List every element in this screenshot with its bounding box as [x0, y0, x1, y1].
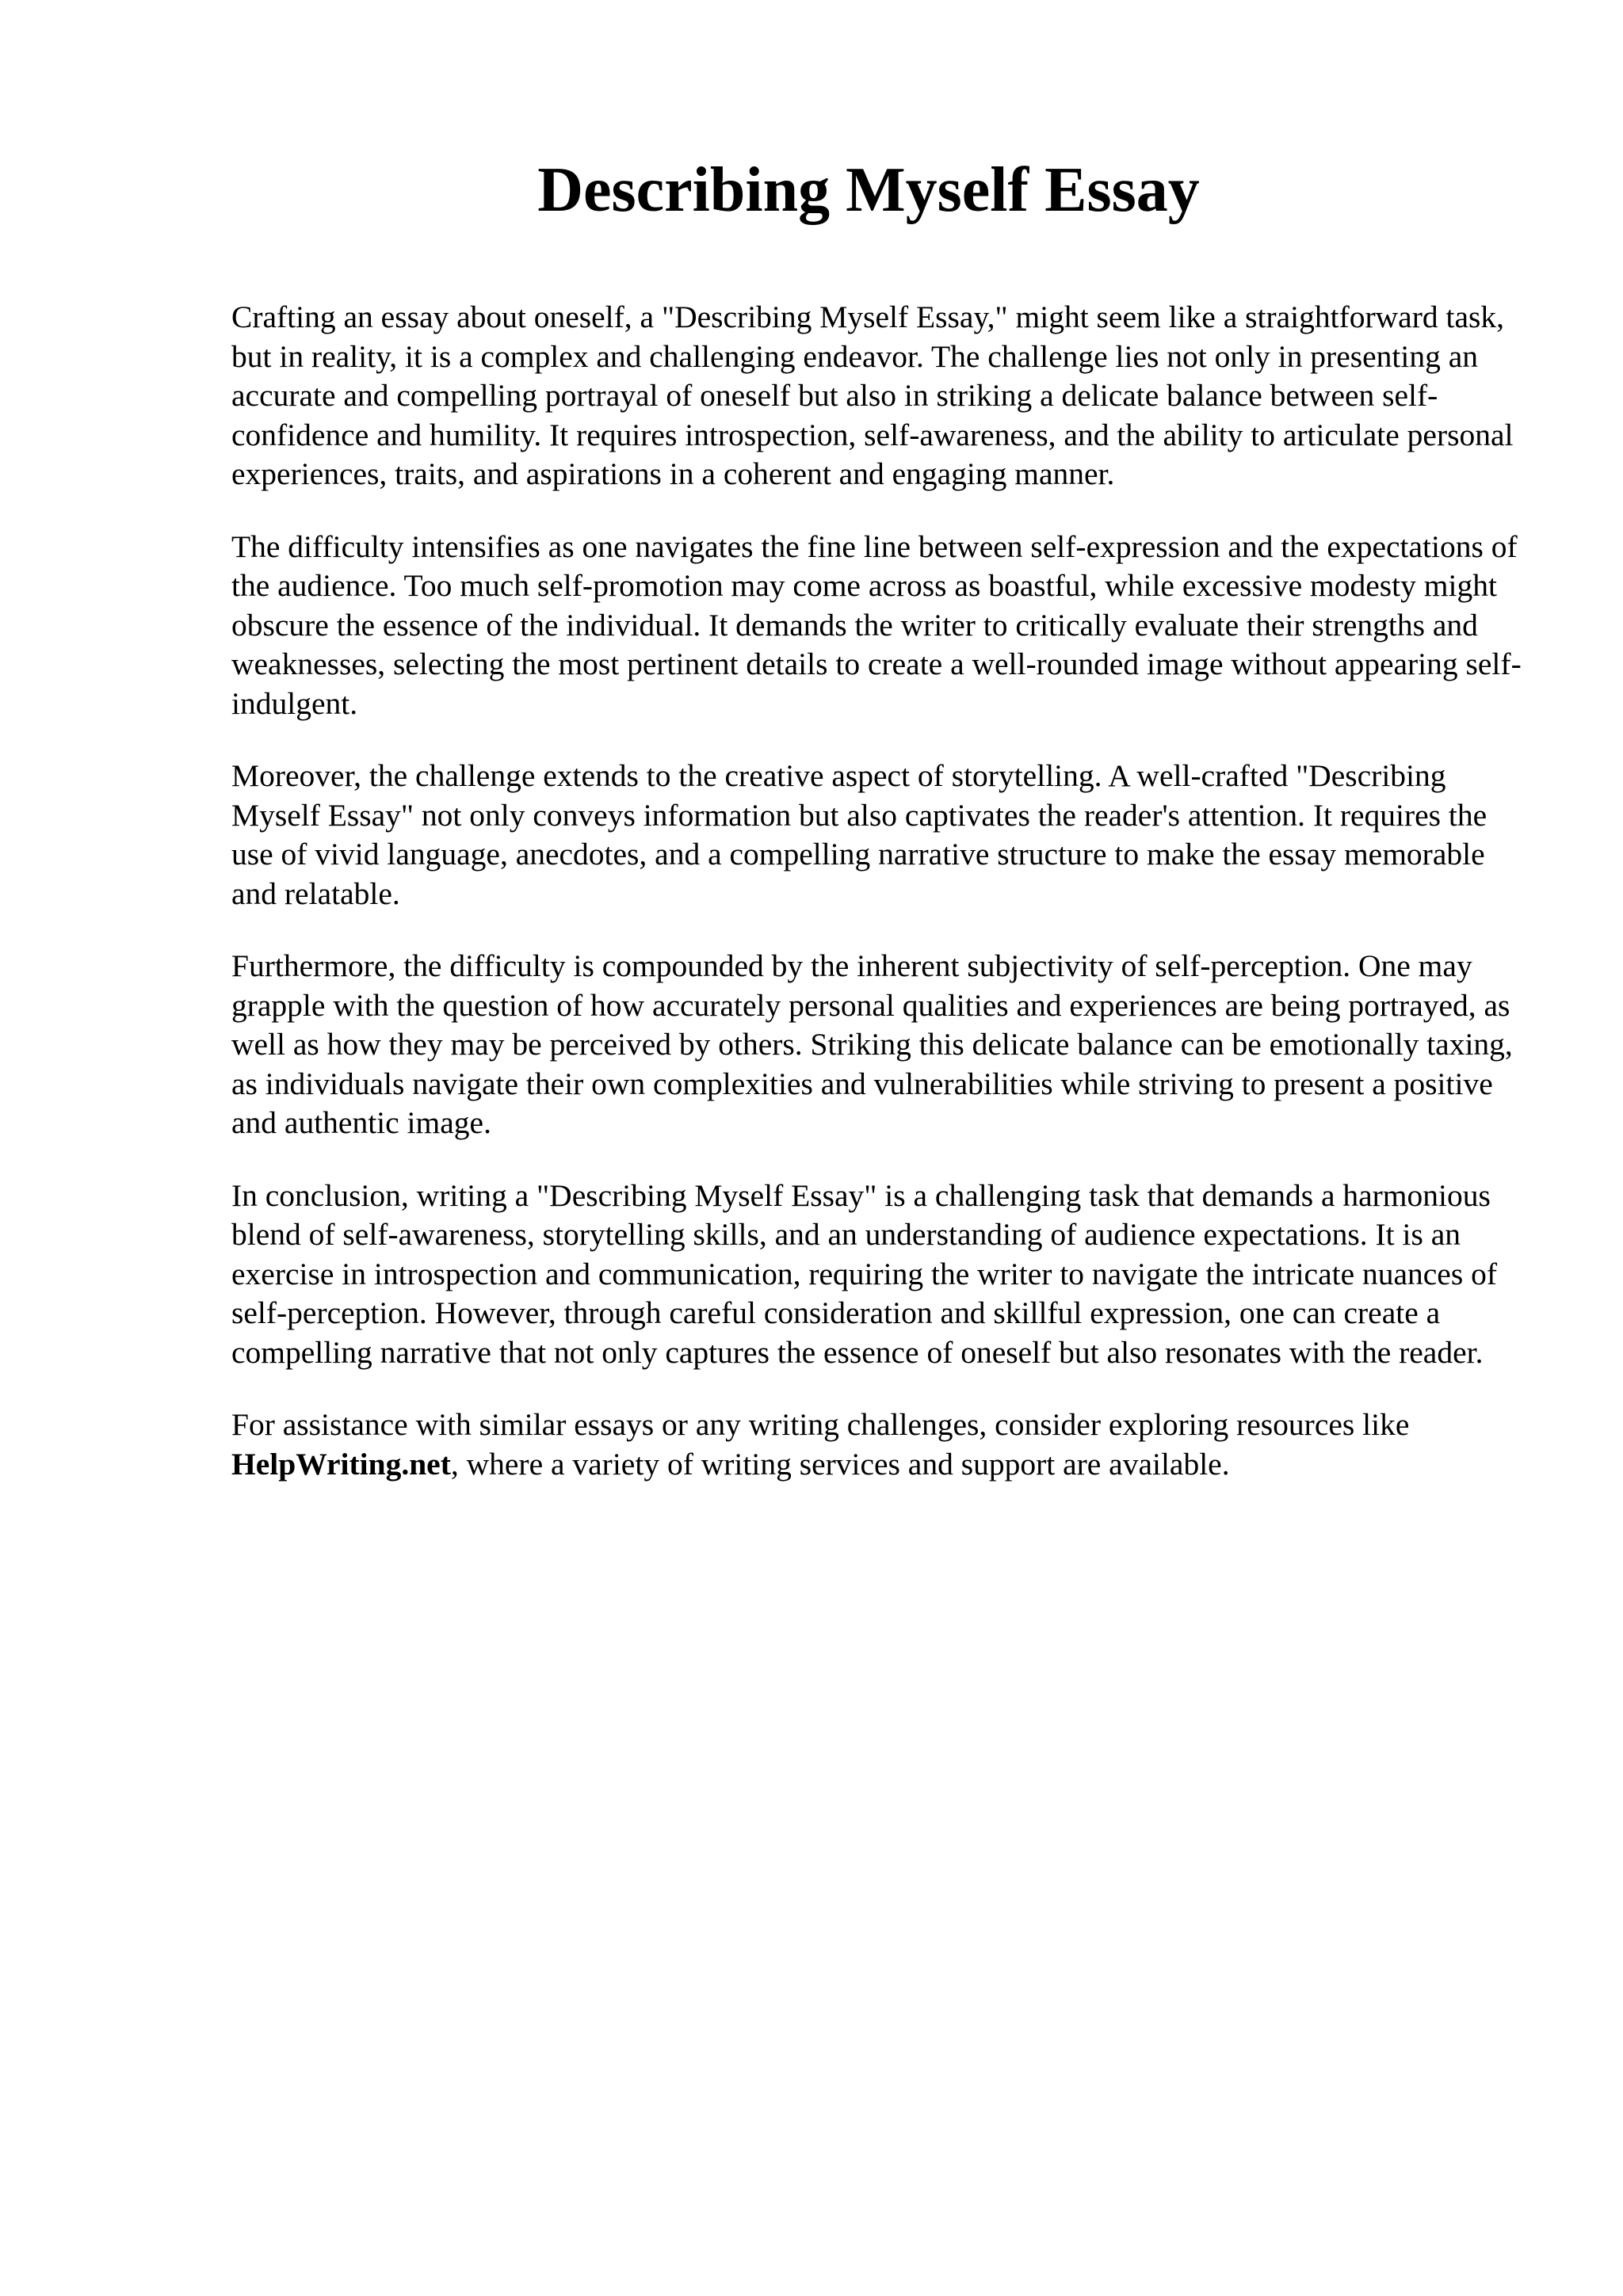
helpwriting-brand-name: HelpWriting.net — [231, 1446, 451, 1482]
paragraph-5: In conclusion, writing a "Describing Myself Essay" is a challenging task that demands a harmonious blend of self-awareness, storytelling skills, and an understanding of audience expectations. It is an exercise in introspection and communication, requiring the writer to navigate the intricate nuances of self-perception. However, through careful consideration and skillful expression, one can create a compelling narrative that not only captures the essence of oneself but also resonates with the reader. — [231, 1177, 1497, 1370]
closing-intro-text: For assistance with similar essays or any writing challenges, consider exploring resources like — [231, 1407, 1410, 1442]
closing-outro-text: , where a variety of writing services and support are available. — [450, 1446, 1230, 1482]
closing-paragraph — [231, 1405, 1531, 1484]
paragraph-4: Furthermore, the difficulty is compounded by the inherent subjectivity of self-perception. One may grapple with the question of how accurately personal qualities and experiences are being portrayed, as well as how they may be perceived by others. Striking this delicate balance can be emotionally taxing, as individuals navigate their own complexities and vulnerabilities while striving to present a positive and authentic image. — [231, 948, 1513, 1140]
paragraph-1: Crafting an essay about oneself, a "Describing Myself Essay," might seem like a straightforward task, but in reality, it is a complex and challenging endeavor. The challenge lies not only in presenting an accurate and compelling portrayal of oneself but also in striking a delicate balance between self-confidence and humility. It requires introspection, self-awareness, and the ability to articulate personal experiences, traits, and aspirations in a coherent and engaging manner. — [231, 299, 1514, 491]
paragraph-2: The difficulty intensifies as one navigates the fine line between self-expression and the expectations of the audience. Too much self-promotion may come across as boastful, while excessive modesty might obscure the essence of the individual. It demands the writer to critically evaluate their strengths and weaknesses, selecting the most pertinent details to create a well-rounded image without appearing self-indulgent. — [231, 528, 1522, 721]
document-body — [231, 298, 1531, 1517]
document-title: Describing Myself Essay — [537, 155, 1200, 225]
paragraph-3: Moreover, the challenge extends to the creative aspect of storytelling. A well-crafted "Describing Myself Essay" not only conveys information but also captivates the reader's attention. It requires the use of vivid language, anecdotes, and a compelling narrative structure to make the essay memorable and relatable. — [231, 758, 1487, 911]
